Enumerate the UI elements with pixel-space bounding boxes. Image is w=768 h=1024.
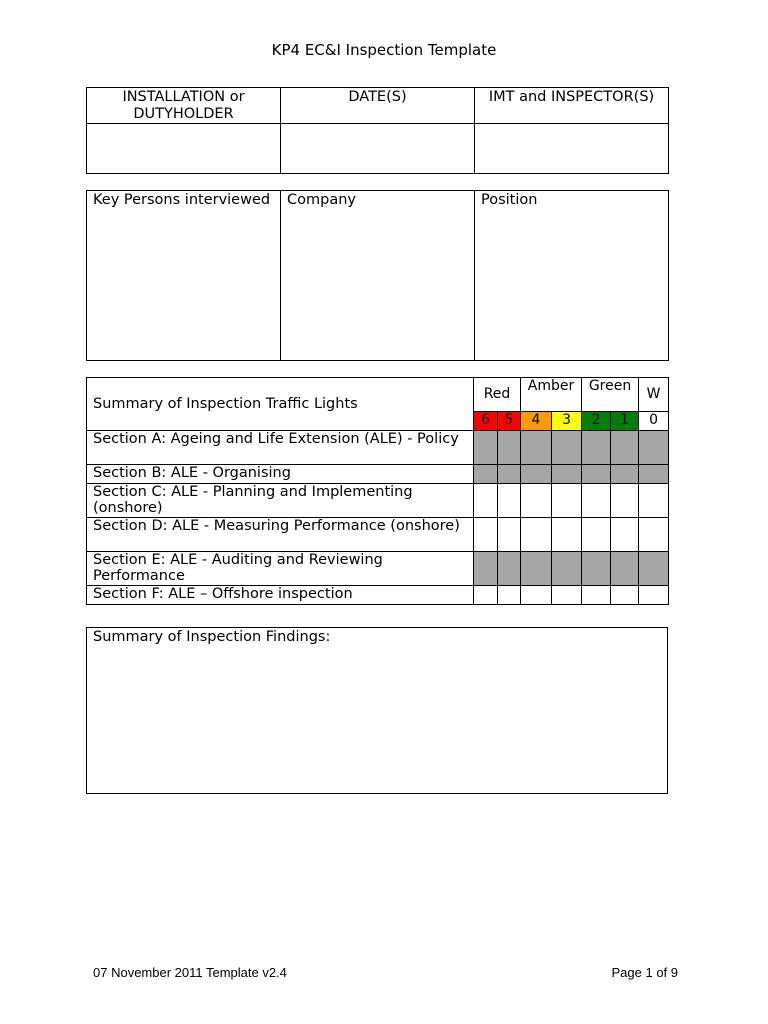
company-label: Company <box>287 192 356 208</box>
score-cell: 6 <box>474 412 498 431</box>
rating-cell[interactable] <box>498 484 521 518</box>
rating-cell[interactable] <box>611 465 639 484</box>
rating-cell[interactable] <box>639 518 669 552</box>
rating-cell[interactable] <box>639 465 669 484</box>
rating-cell[interactable] <box>474 465 498 484</box>
rating-cell[interactable] <box>552 431 582 465</box>
rating-cell[interactable] <box>521 431 552 465</box>
footer-date-version: 07 November 2011 Template v2.4 <box>93 965 287 980</box>
key-persons-cell[interactable] <box>87 191 281 361</box>
findings-label: Summary of Inspection Findings: <box>93 629 331 645</box>
score-cell: 1 <box>611 412 639 431</box>
rating-cell[interactable] <box>521 552 552 586</box>
section-label: Section E: ALE - Auditing and Reviewing Performance <box>87 552 474 586</box>
rating-cell[interactable] <box>498 552 521 586</box>
section-row <box>87 431 669 465</box>
rating-cell[interactable] <box>498 586 521 605</box>
installation-header: INSTALLATION or DUTYHOLDER <box>87 88 281 124</box>
inspectors-header: IMT and INSPECTOR(S) <box>475 88 669 124</box>
score-cell: 2 <box>582 412 611 431</box>
key-persons-table <box>86 190 669 361</box>
score-cell: 0 <box>639 412 669 431</box>
dates-field[interactable] <box>281 124 475 174</box>
rating-cell[interactable] <box>552 484 582 518</box>
rating-cell[interactable] <box>521 484 552 518</box>
rating-cell[interactable] <box>552 518 582 552</box>
rating-cell[interactable] <box>498 431 521 465</box>
position-cell[interactable] <box>475 191 669 361</box>
rating-cell[interactable] <box>582 552 611 586</box>
rating-cell[interactable] <box>582 586 611 605</box>
dates-header: DATE(S) <box>281 88 475 124</box>
score-cell: 5 <box>498 412 521 431</box>
white-column-header: W <box>639 378 669 412</box>
rating-cell[interactable] <box>552 586 582 605</box>
key-persons-label: Key Persons interviewed <box>93 192 271 208</box>
rating-cell[interactable] <box>474 586 498 605</box>
rating-cell[interactable] <box>521 518 552 552</box>
rating-cell[interactable] <box>498 518 521 552</box>
score-cell: 3 <box>552 412 582 431</box>
findings-cell[interactable] <box>87 628 668 794</box>
installation-field[interactable] <box>87 124 281 174</box>
section-label: Section F: ALE – Offshore inspection <box>87 586 474 605</box>
rating-cell[interactable] <box>611 552 639 586</box>
rating-cell[interactable] <box>474 484 498 518</box>
rating-cell[interactable] <box>582 465 611 484</box>
installation-table <box>86 87 669 174</box>
rating-cell[interactable] <box>521 465 552 484</box>
rating-cell[interactable] <box>552 465 582 484</box>
section-label: Section B: ALE - Organising <box>87 465 474 484</box>
rating-cell[interactable] <box>611 518 639 552</box>
company-cell[interactable] <box>281 191 475 361</box>
score-cell: 4 <box>521 412 552 431</box>
rating-cell[interactable] <box>639 552 669 586</box>
position-label: Position <box>481 192 538 208</box>
rating-cell[interactable] <box>474 431 498 465</box>
page-title: KP4 EC&I Inspection Template <box>271 41 497 59</box>
red-column-header: Red <box>474 378 521 412</box>
rating-cell[interactable] <box>474 518 498 552</box>
rating-cell[interactable] <box>582 484 611 518</box>
footer-page-number: Page 1 of 9 <box>611 965 678 980</box>
inspectors-field[interactable] <box>475 124 669 174</box>
rating-cell[interactable] <box>611 431 639 465</box>
rating-cell[interactable] <box>582 431 611 465</box>
findings-table <box>86 627 668 794</box>
section-label: Section A: Ageing and Life Extension (ALE) - Policy <box>87 431 474 465</box>
rating-cell[interactable] <box>582 518 611 552</box>
rating-cell[interactable] <box>474 552 498 586</box>
section-label: Section C: ALE - Planning and Implementing (onshore) <box>87 484 474 518</box>
rating-cell[interactable] <box>639 586 669 605</box>
rating-cell[interactable] <box>639 431 669 465</box>
section-row <box>87 586 669 605</box>
rating-cell[interactable] <box>611 484 639 518</box>
section-row <box>87 484 669 518</box>
traffic-lights-table <box>86 377 669 605</box>
rating-cell[interactable] <box>498 465 521 484</box>
amber-column-header: Amber <box>521 378 582 412</box>
rating-cell[interactable] <box>611 586 639 605</box>
section-row <box>87 465 669 484</box>
rating-cell[interactable] <box>521 586 552 605</box>
section-label: Section D: ALE - Measuring Performance (onshore) <box>87 518 474 552</box>
section-row <box>87 518 669 552</box>
section-row <box>87 552 669 586</box>
rating-cell[interactable] <box>639 484 669 518</box>
traffic-lights-summary-label: Summary of Inspection Traffic Lights <box>87 378 474 431</box>
rating-cell[interactable] <box>552 552 582 586</box>
green-column-header: Green <box>582 378 639 412</box>
